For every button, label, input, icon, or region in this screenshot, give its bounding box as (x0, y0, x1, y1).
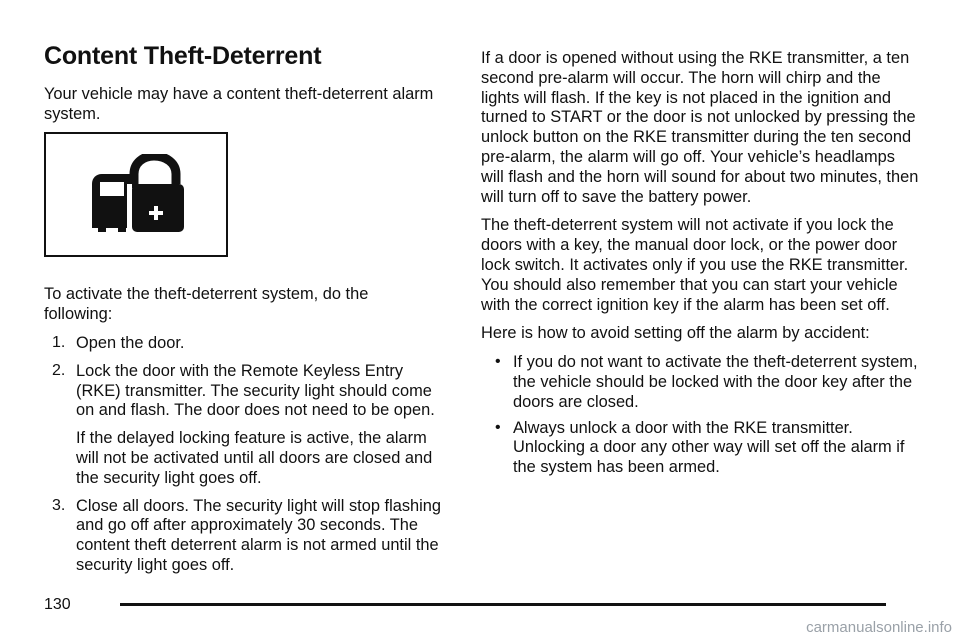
bullet-text: Always unlock a door with the RKE transmitter. Unlocking a door any other way will set off the alarm if the system has been armed. (513, 418, 905, 477)
step-number: 3. (52, 496, 66, 514)
paragraph: If a door is opened without using the RKE transmitter, a ten second pre-alarm will occur. The horn will chirp and the lights will flash. If the key is not placed in the ignition and turned to START or the door is not unlocked by pressing the unlock button on the RKE transmitter during the ten second pre-alarm, the alarm will go off. Your vehicle’s headlamps will flash and the horn will sound for about two minutes, then will turn off to save the battery power. (481, 49, 919, 206)
paragraph: Here is how to avoid setting off the alarm by accident: (481, 324, 870, 343)
right-column (481, 49, 921, 484)
page-title: Content Theft-Deterrent (44, 42, 322, 70)
page-number: 130 (44, 596, 71, 613)
paragraph: The theft-deterrent system will not activate if you lock the doors with a key, the manual door lock, or the power door lock switch. It activates only if you use the RKE transmitter. You should also remember that you can start your vehicle with the correct ignition key if the alarm has been set off. (481, 216, 909, 314)
security-icon-box (44, 132, 228, 257)
step-number: 1. (52, 334, 66, 351)
steps-list (44, 334, 444, 584)
list-item (495, 419, 921, 478)
list-item (495, 353, 921, 412)
watermark: carmanualsonline.info (806, 619, 952, 636)
bullet-icon: • (495, 418, 501, 436)
bullet-list (495, 353, 921, 478)
step-text: Open the door. (76, 334, 185, 352)
security-light-vehicle-lock-icon (88, 154, 188, 238)
step-number: 2. (52, 361, 66, 379)
intro-text: Your vehicle may have a content theft-deterrent alarm system. (44, 85, 434, 123)
activate-intro: To activate the theft-deterrent system, do the following: (44, 285, 369, 323)
list-item (44, 497, 444, 576)
list-item (44, 334, 444, 354)
step-subtext: If the delayed locking feature is active, the alarm will not be activated until all doors are closed and the security light goes off. (76, 429, 433, 487)
step-text: Lock the door with the Remote Keyless Entry (RKE) transmitter. The security light should come on and flash. The door does not need to be open. (76, 361, 435, 420)
list-item (44, 362, 444, 489)
step-text: Close all doors. The security light will stop flashing and go off after approximately 30 seconds. The content theft deterrent alarm is not armed until the security light goes off. (76, 496, 442, 574)
footer-rule (120, 603, 886, 606)
bullet-icon: • (495, 353, 501, 371)
bullet-text: If you do not want to activate the theft-deterrent system, the vehicle should be locked with the door key after the doors are closed. (513, 353, 918, 411)
